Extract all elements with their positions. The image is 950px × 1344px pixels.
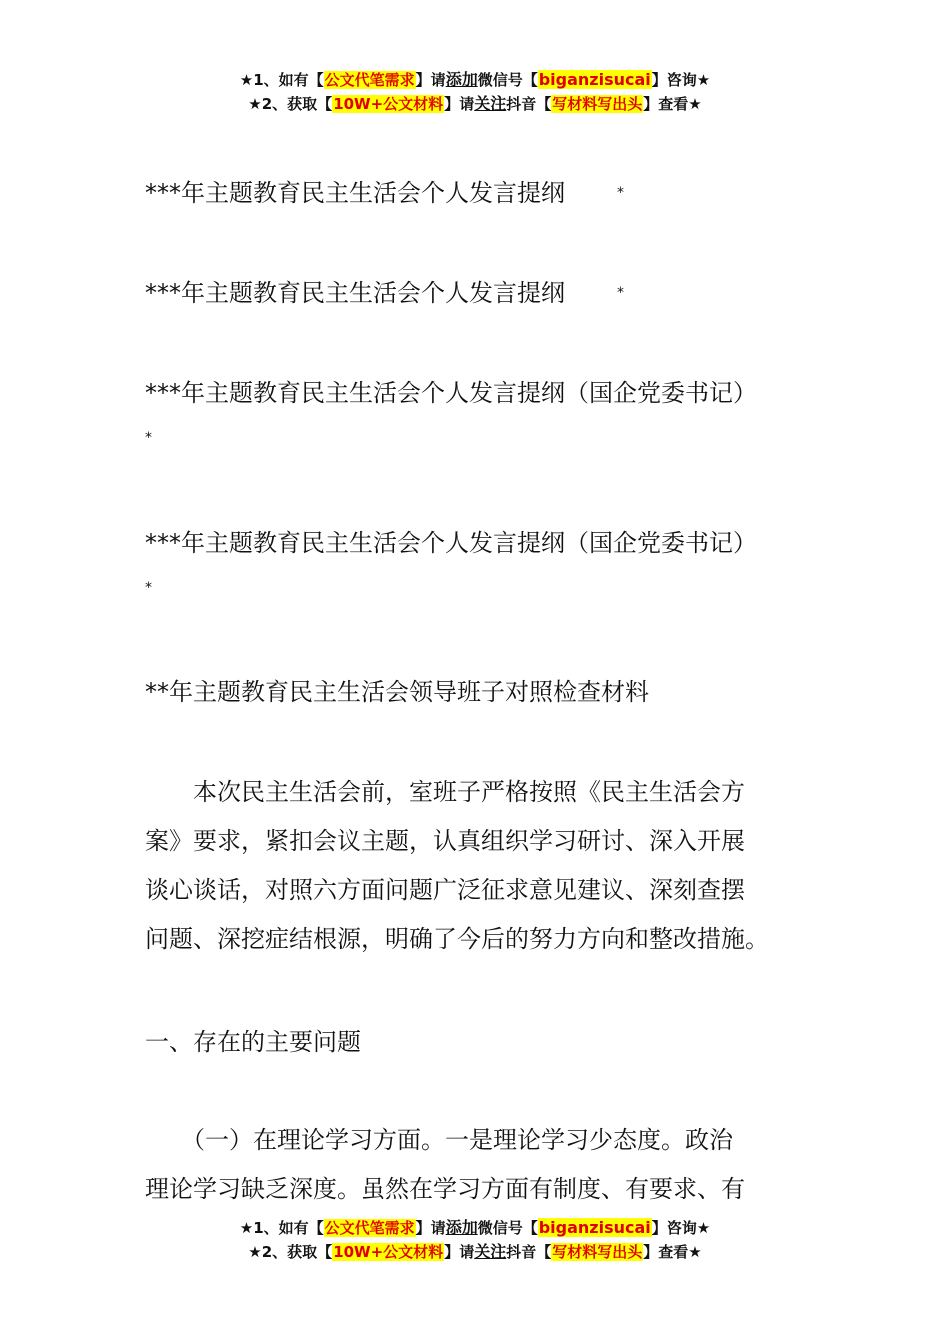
highlight-materials: 10W+公文材料	[333, 1243, 444, 1261]
section-paragraph: （一）在理论学习方面。一是理论学习少态度。政治 理论学习缺乏深度。虽然在学习方面有制度、有要求、有	[145, 1126, 745, 1203]
underlined-add: 添加	[445, 70, 478, 89]
underlined-add: 添加	[445, 1218, 478, 1237]
intro-paragraph: 本次民主生活会前，室班子严格按照《民主生活会方 案》要求，紧扣会议主题，认真组织学习研讨、深入开展 谈心谈话，对照六方面问题广泛征求意见建议、深刻查摆 问题、深挖症结根源，明确了今后的努力方向和整改措施。	[145, 778, 769, 953]
highlight-wechat-id: biganzisucai	[538, 1218, 651, 1237]
section-title: 一、存在的主要问题	[145, 1028, 361, 1056]
heading-asterisk: *	[145, 430, 152, 446]
toc-heading-1: ***年主题教育民主生活会个人发言提纲 *	[145, 179, 624, 207]
highlight-materials: 10W+公文材料	[333, 95, 444, 113]
footer-banner	[0, 1216, 950, 1264]
header-banner	[0, 68, 950, 116]
toc-heading-4: ***年主题教育民主生活会个人发言提纲（国企党委书记）	[145, 529, 757, 557]
highlight-wechat-id: biganzisucai	[538, 70, 651, 89]
heading-asterisk: *	[617, 185, 624, 201]
highlight-douyin: 写材料写出头	[552, 1243, 643, 1261]
toc-heading-2: ***年主题教育民主生活会个人发言提纲 *	[145, 279, 624, 307]
banner-line-1: ★1、如有【公文代笔需求】请添加微信号【biganzisucai】咨询★	[239, 1218, 711, 1237]
toc-heading-3: ***年主题教育民主生活会个人发言提纲（国企党委书记）	[145, 379, 757, 407]
banner-line-1: ★1、如有【公文代笔需求】请添加微信号【biganzisucai】咨询★	[239, 70, 711, 89]
highlight-service: 公文代笔需求	[324, 1219, 415, 1237]
underlined-follow: 关注	[474, 1242, 507, 1261]
highlight-service: 公文代笔需求	[324, 71, 415, 89]
heading-asterisk: *	[145, 580, 152, 596]
highlight-douyin: 写材料写出头	[552, 95, 643, 113]
banner-line-2: ★2、获取【10W+公文材料】请关注抖音【写材料写出头】查看★	[248, 1242, 702, 1261]
heading-asterisk: *	[617, 285, 624, 301]
underlined-follow: 关注	[474, 94, 507, 113]
document-title: **年主题教育民主生活会领导班子对照检查材料	[145, 678, 649, 706]
banner-line-2: ★2、获取【10W+公文材料】请关注抖音【写材料写出头】查看★	[248, 94, 702, 113]
